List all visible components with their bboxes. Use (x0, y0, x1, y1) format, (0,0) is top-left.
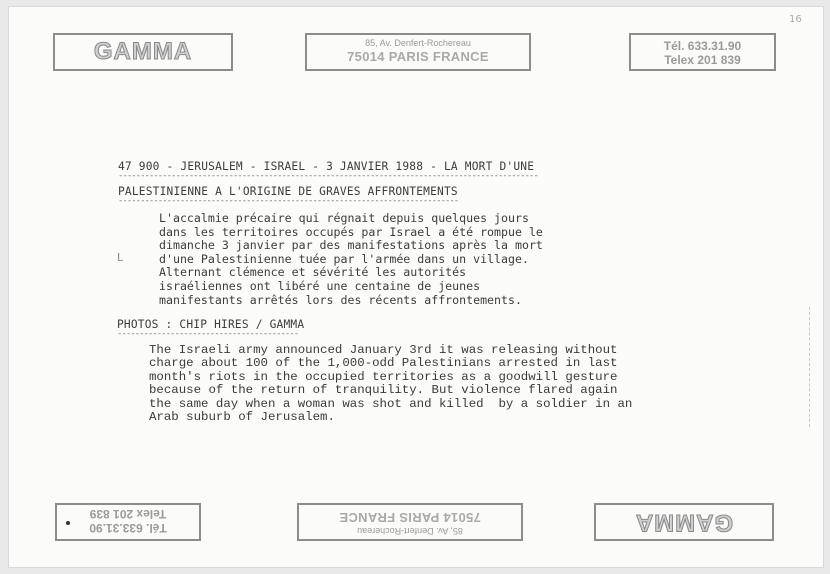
photo-credit: PHOTOS : CHIP HIRES / GAMMA (117, 318, 305, 331)
telex-number: Telex 201 839 (89, 507, 167, 521)
address-box-top (305, 33, 531, 71)
address-line2: 75014 PARIS FRANCE (339, 510, 481, 525)
contact-box-top (629, 33, 776, 71)
contact-box-bottom (55, 503, 201, 541)
gamma-logo-box-bottom (594, 503, 774, 541)
telex-number: Telex 201 839 (664, 53, 741, 67)
english-line: the same day when a woman was shot and killed by a soldier in an (149, 396, 633, 411)
gamma-logo: GAMMA (93, 38, 193, 65)
french-line: d'une Palestinienne tuée par l'armée dans un village. (159, 251, 529, 266)
tel-number: Tél. 633.31.90 (89, 521, 167, 535)
french-line: manifestants arrêtés lors des récents affrontements. (159, 292, 522, 307)
credit-underline: ----------------------------------------- (117, 329, 299, 339)
french-line: Alternant clémence et sévérité les autorités (159, 265, 467, 280)
address-box-bottom (297, 503, 523, 541)
address-line1: 85, Av. Denfert-Rochereau (357, 526, 463, 536)
caption-header-line2: PALESTINIENNE A L'ORIGINE DE GRAVES AFFRONTEMENTS (118, 185, 458, 198)
english-line: The Israeli army announced January 3rd it was releasing without (149, 343, 618, 357)
address-line1: 85, Av. Denfert-Rochereau (365, 38, 471, 48)
gamma-logo: GAMMA (634, 509, 734, 536)
header-underline-2: ----------------------------------------------------------------------------- (118, 196, 459, 206)
english-line: month's riots in the occupied territories as a goodwill gesture (149, 369, 618, 384)
address-line2: 75014 PARIS FRANCE (347, 49, 489, 64)
margin-mark: L (117, 251, 124, 264)
french-line: israéliennes ont libéré une centaine de jeunes (159, 278, 481, 293)
french-caption (159, 212, 543, 307)
gamma-logo-box-top (53, 33, 233, 71)
caption-header-line1: 47 900 - JERUSALEM - ISRAEL - 3 JANVIER 1988 - LA MORT D'UNE (118, 160, 535, 173)
french-line: dimanche 3 janvier par des manifestations après la mort (159, 238, 543, 253)
ink-dot (66, 521, 70, 525)
english-line: because of the return of tranquility. But violence flared again (149, 383, 618, 398)
english-line: Arab suburb of Jerusalem. (149, 410, 335, 425)
header-underline-1: ----------------------------------------------------------------------------------------------- (118, 171, 538, 181)
english-line: charge about 100 of the 1,000-odd Palestinians arrested in last (149, 356, 618, 371)
corner-note: 16 (789, 14, 802, 25)
english-caption (149, 344, 632, 424)
photo-back-sheet (8, 6, 824, 568)
french-line: dans les territoires occupés par Israel a été rompue le (159, 224, 543, 239)
french-line: L'accalmie précaire qui régnait depuis quelques jours (159, 211, 529, 225)
edge-artifact (809, 307, 811, 427)
tel-number: Tél. 633.31.90 (663, 39, 742, 53)
